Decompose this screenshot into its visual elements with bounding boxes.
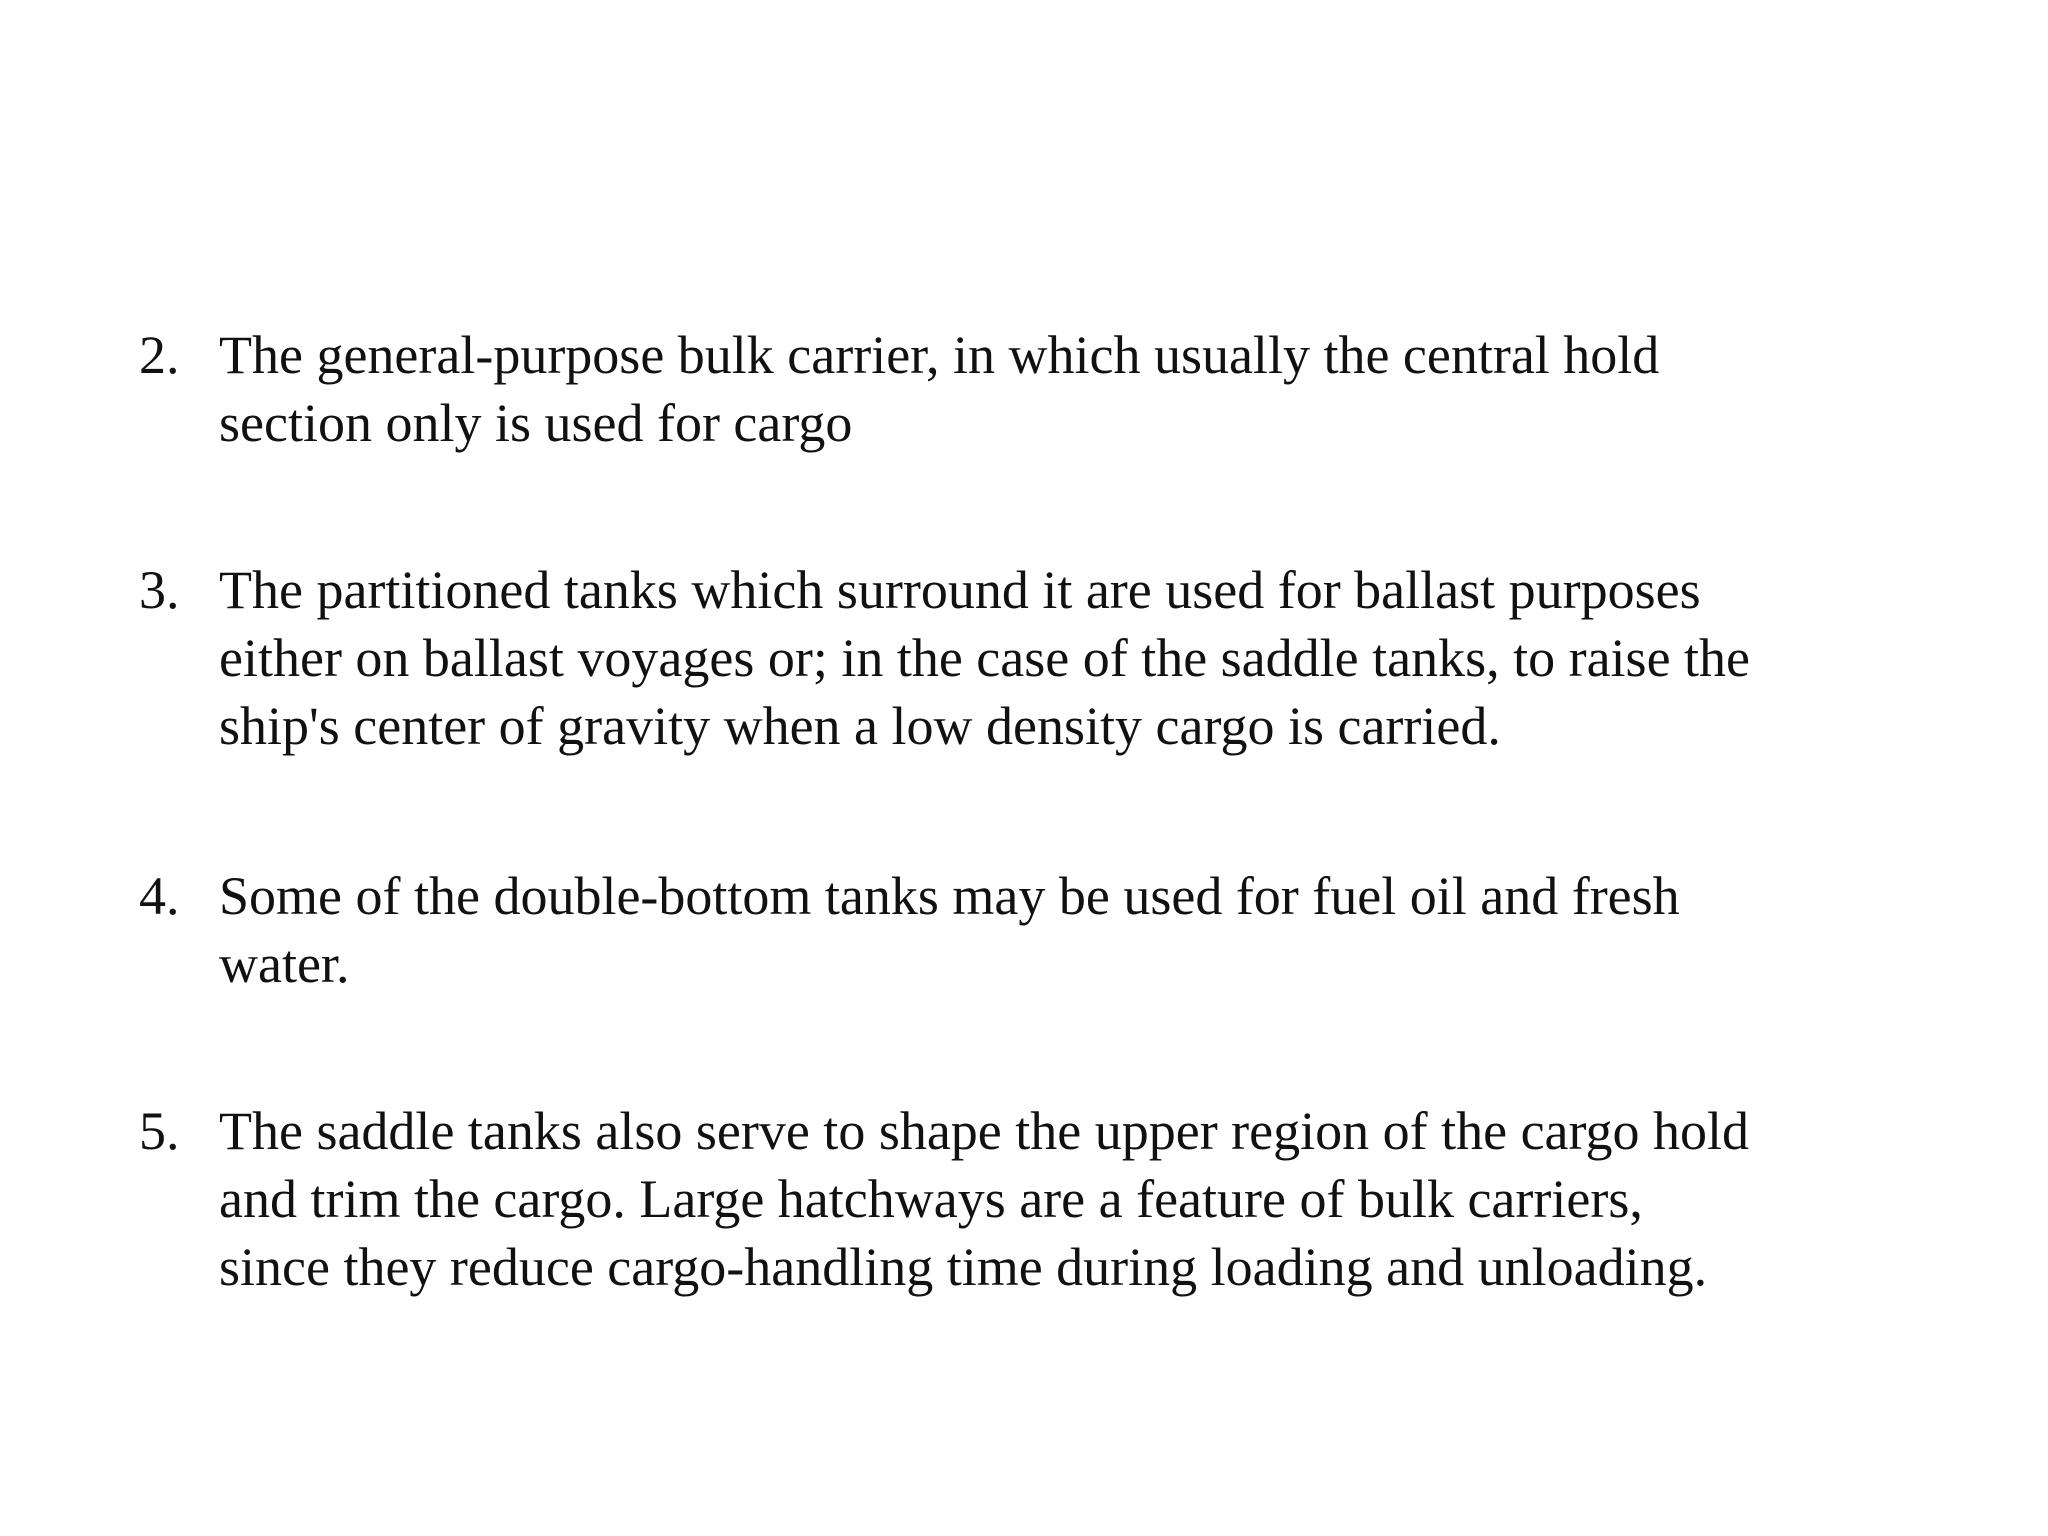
list-item-text — [219, 321, 1869, 457]
list-item-text — [219, 1097, 1869, 1301]
list-number: 4. — [139, 866, 180, 926]
text-line: section only is used for cargo — [219, 393, 853, 453]
list-number: 2. — [139, 325, 180, 385]
text-line: since they reduce cargo-handling time during loading and unloading. — [219, 1237, 1708, 1297]
text-line: The partitioned tanks which surround it are used for ballast purposes — [219, 560, 1701, 620]
list-item-text — [219, 862, 1869, 998]
text-line: water. — [219, 934, 350, 994]
text-line: ship's center of gravity when a low density cargo is carried. — [219, 696, 1501, 756]
list-item-text — [219, 556, 1869, 760]
text-line: either on ballast voyages or; in the case of the saddle tanks, to raise the — [219, 628, 1751, 688]
list-number: 5. — [139, 1101, 180, 1161]
list-number: 3. — [139, 560, 180, 620]
text-line: The general-purpose bulk carrier, in which usually the central hold — [219, 325, 1660, 385]
text-line: Some of the double-bottom tanks may be used for fuel oil and fresh — [219, 866, 1680, 926]
text-line: The saddle tanks also serve to shape the upper region of the cargo hold — [219, 1101, 1750, 1161]
text-line: and trim the cargo. Large hatchways are a feature of bulk carriers, — [219, 1169, 1643, 1229]
